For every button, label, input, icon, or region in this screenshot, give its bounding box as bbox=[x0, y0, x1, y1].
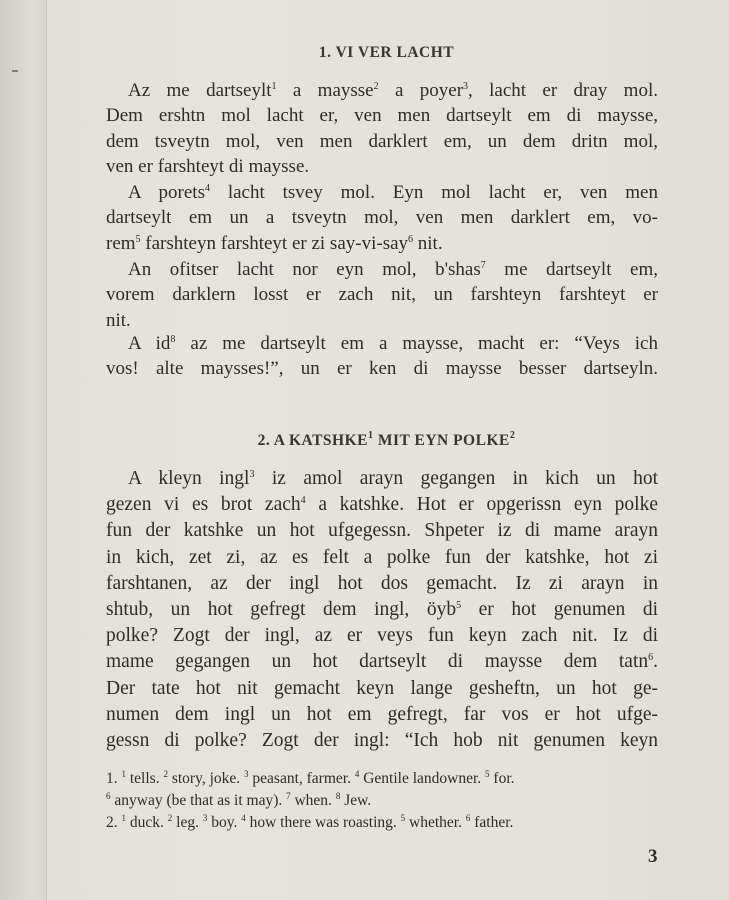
text-line: A kleyn ingl$^3$ iz amol arayn gegangen in kich un hot bbox=[128, 468, 658, 489]
text-line: An ofitser lacht nor eyn mol, b'shas$^7$ me dartseylt em, bbox=[128, 259, 658, 280]
text-line: farshtanen, az der ingl hot dos gemacht. Iz zi arayn in bbox=[106, 572, 658, 594]
text-line: vorem darklern losst er zach nit, un farshteyn farshteyt er bbox=[106, 284, 658, 306]
page-number: 3 bbox=[648, 846, 658, 867]
text-line: dem tsveytn mol, ven men darklert em, un dem dritn mol, bbox=[106, 130, 658, 152]
text-line: mame gegangen un hot dartseylt di maysse dem tatn$^6$. bbox=[106, 651, 658, 673]
text-line: shtub, un hot gefregt dem ingl, öyb$^5$ er hot genumen di bbox=[106, 599, 658, 621]
section-1-title: 1. VI VER LACHT bbox=[318, 44, 455, 61]
footnotes-section-1 bbox=[106, 768, 666, 812]
margin-mark bbox=[12, 70, 18, 72]
text-line: rem$^5$ farshteyn farshteyt er zi say-vi-say$^6$ nit. bbox=[106, 232, 443, 254]
book-gutter bbox=[0, 0, 47, 900]
text-line: polke? Zogt der ingl, az er veys fun keyn zach nit. Iz di bbox=[106, 625, 658, 647]
section-2-title: 2. A KATSHKE$^1$ MIT EYN POLKE$^2$ bbox=[257, 430, 516, 449]
text-line: vos! alte maysses!”, un er ken di maysse besser dartseyln. bbox=[106, 358, 658, 380]
footnote-line: 1. $^1$ tells. $^2$ story, joke. $^3$ peasant, farmer. $^4$ Gentile landowner. $^5$ for. bbox=[106, 769, 515, 787]
text-line: in kich, zet zi, az es felt a polke fun der katshke, hot zi bbox=[106, 546, 658, 568]
text-line: gessn di polke? Zogt der ingl: “Ich hob nit genumen keyn bbox=[106, 730, 658, 752]
section-2-paragraph-1 bbox=[106, 466, 658, 754]
text-line: A porets$^4$ lacht tsvey mol. Eyn mol lacht er, ven men bbox=[128, 182, 658, 203]
section-1-paragraph-2 bbox=[106, 180, 658, 256]
text-line: nit. bbox=[106, 309, 131, 331]
footnote-line: $^6$ anyway (be that as it may). $^7$ when. $^8$ Jew. bbox=[106, 791, 372, 809]
section-1-paragraph-1 bbox=[106, 78, 658, 179]
text-line: Az me dartseylt$^1$ a maysse$^2$ a poyer$^3$, lacht er dray mol. bbox=[128, 80, 658, 101]
text-line: numen dem ingl un hot em gefregt, far vos er hot ufge- bbox=[106, 703, 658, 725]
text-line: dartseylt em un a tsveytn mol, ven men darklert em, vo- bbox=[106, 207, 658, 229]
text-line: Der tate hot nit gemacht keyn lange gesheftn, un hot ge- bbox=[106, 677, 658, 699]
section-1-paragraph-3 bbox=[106, 257, 658, 333]
footnotes-section-2 bbox=[106, 812, 666, 834]
text-line: ven er farshteyt di maysse. bbox=[106, 155, 310, 177]
text-line: A $id^8$ az me dartseylt em a maysse, macht er: “Veys ich bbox=[128, 333, 658, 354]
footnote-line: 2. $^1$ duck. $^2$ leg. $^3$ boy. $^4$ how there was roasting. $^5$ whether. $^6$ father. bbox=[106, 813, 514, 831]
text-line: fun der katshke un hot ufgegessn. Shpeter iz di mame arayn bbox=[106, 520, 658, 542]
section-1-paragraph-4 bbox=[106, 331, 658, 382]
text-line: Dem ershtn mol lacht er, ven men dartseylt em di maysse, bbox=[106, 105, 658, 127]
text-line: gezen vi es brot zach$^4$ a katshke. Hot er opgerissn eyn polke bbox=[106, 494, 658, 516]
